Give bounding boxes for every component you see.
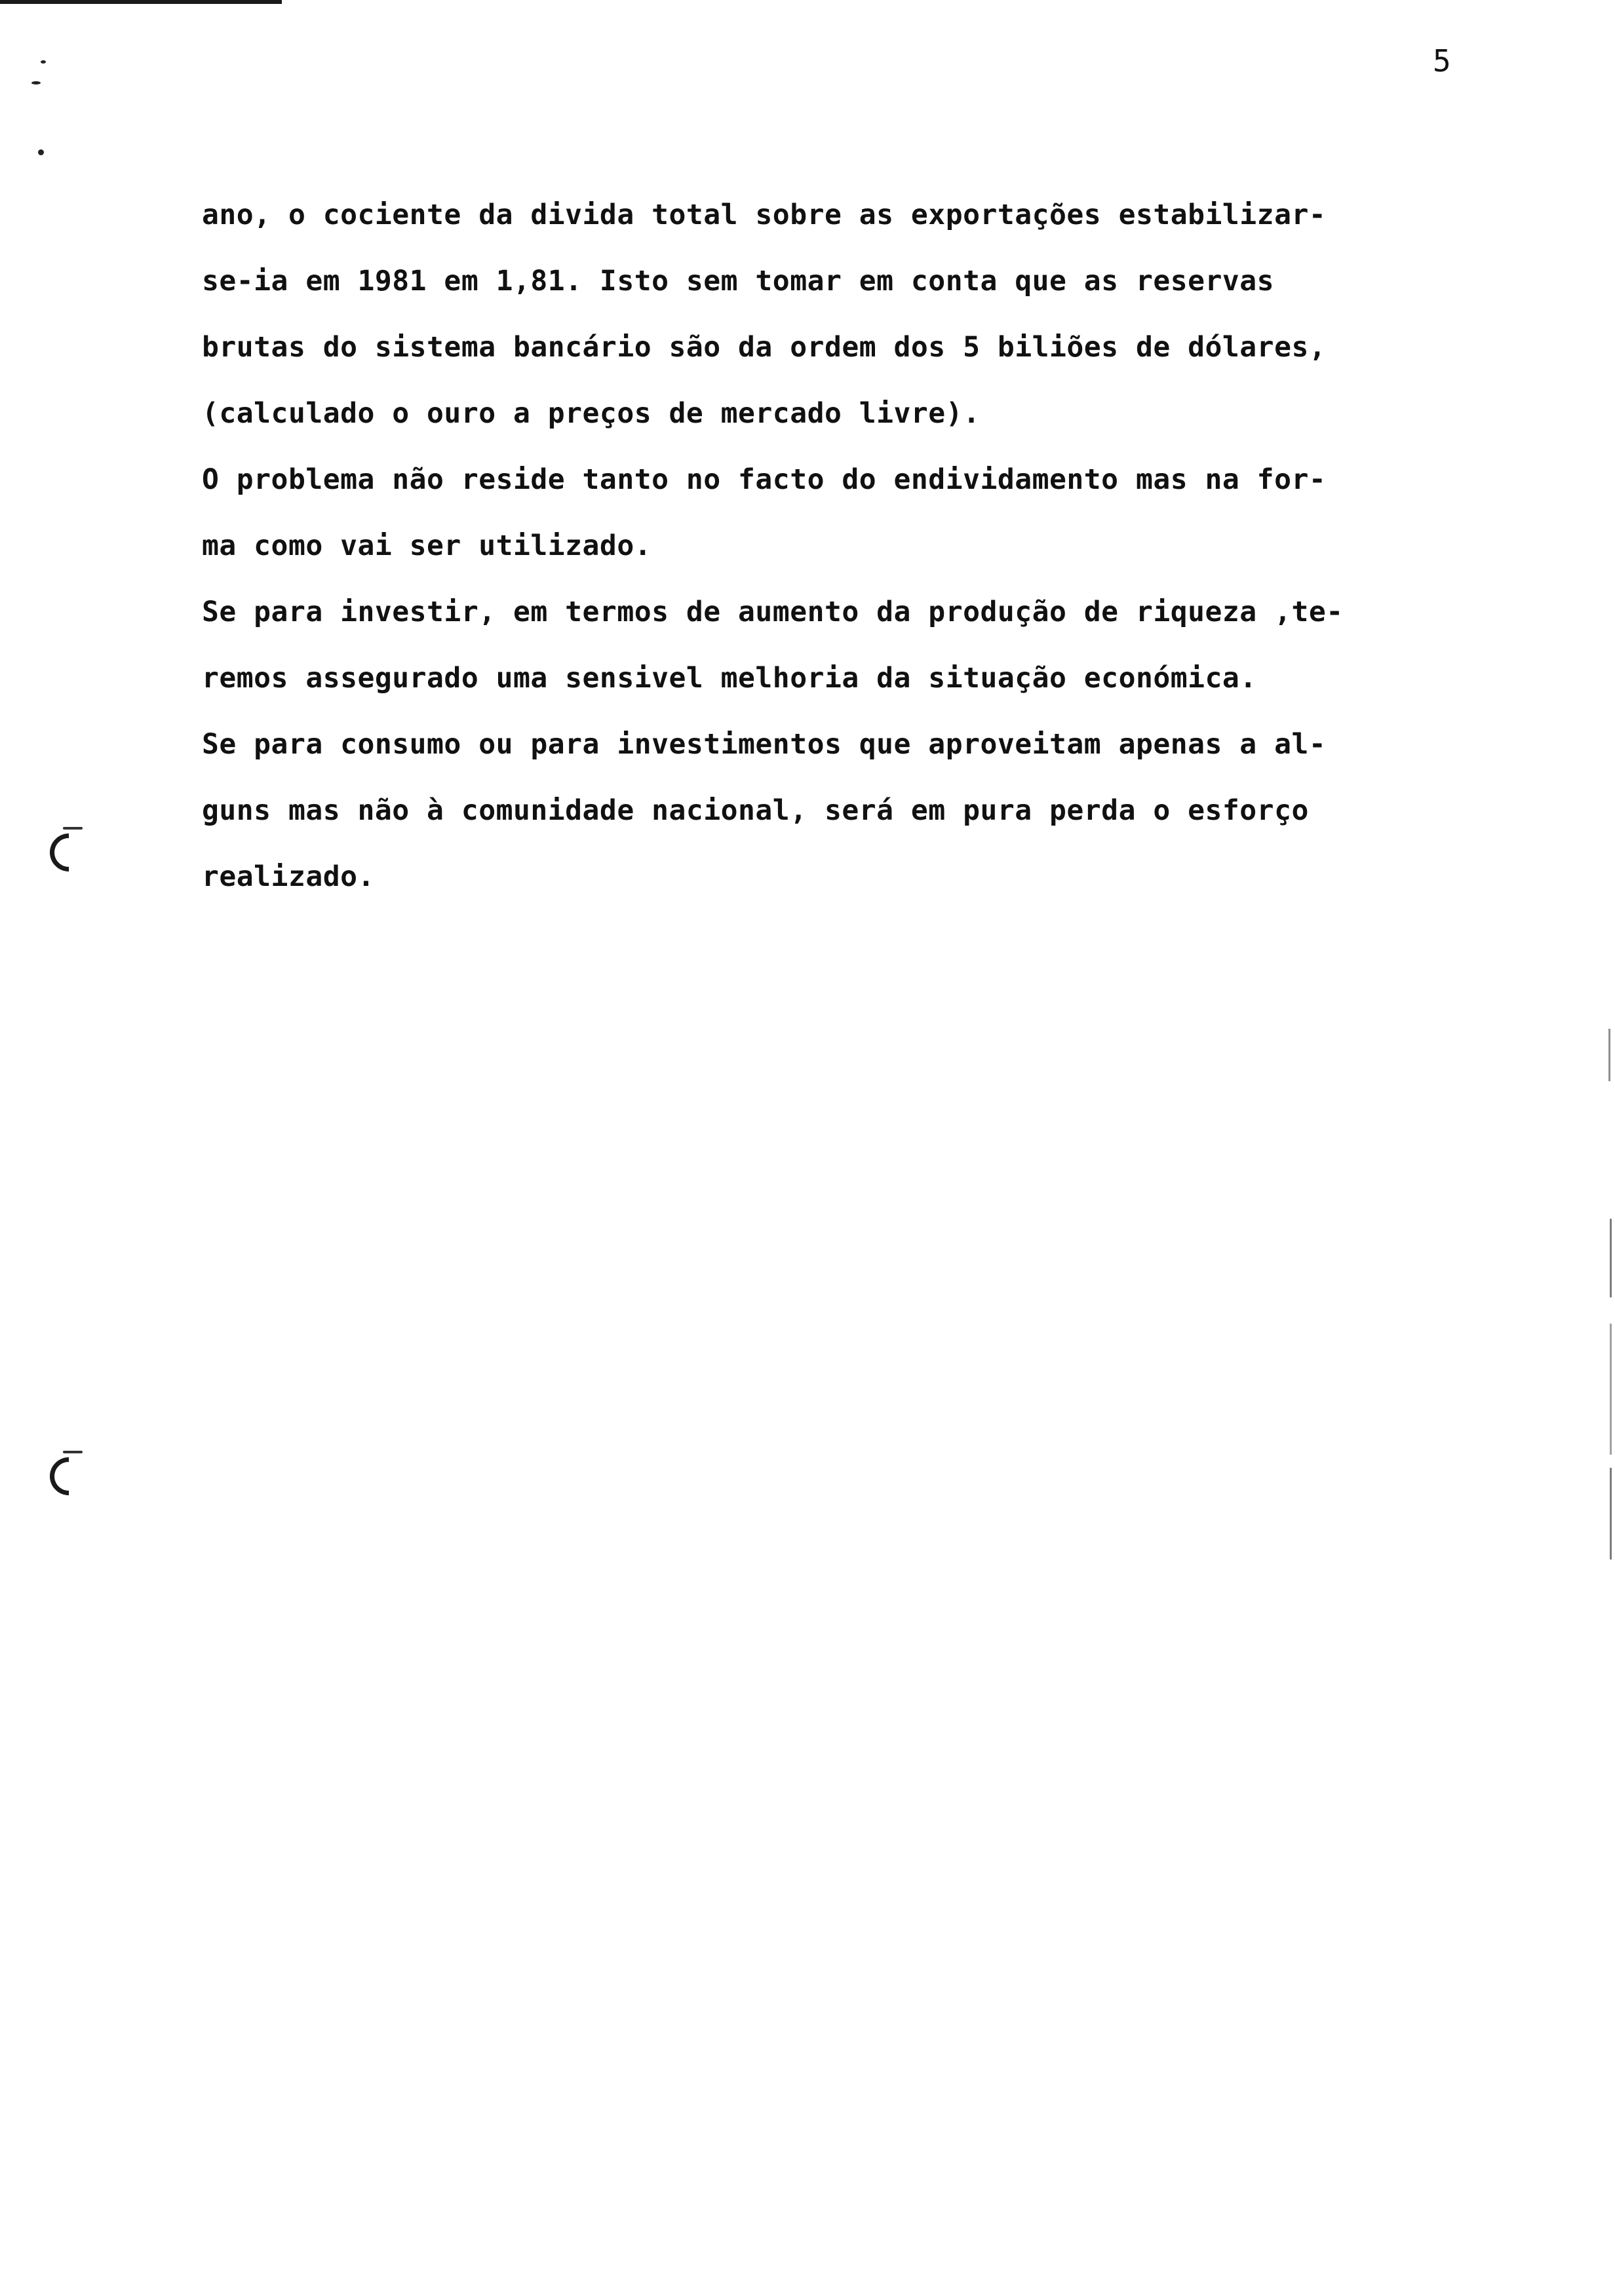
- document-body: [202, 182, 1487, 910]
- text-line: brutas do sistema bancário são da ordem dos 5 biliões de dólares,: [202, 331, 1327, 364]
- text-line: realizado.: [202, 860, 375, 893]
- scan-edge-line: [1608, 1029, 1610, 1081]
- punch-hole-mark: [42, 826, 96, 879]
- scan-speck: [41, 60, 46, 64]
- scan-edge-line: [1610, 1324, 1612, 1455]
- text-line: ano, o cociente da divida total sobre as exportações estabilizar-: [202, 199, 1327, 231]
- page-number: 5: [1433, 43, 1451, 79]
- text-line: se-ia em 1981 em 1,81. Isto sem tomar em conta que as reservas: [202, 265, 1275, 297]
- text-line: guns mas não à comunidade nacional, será em pura perda o esforço: [202, 794, 1309, 827]
- text-line: Se para investir, em termos de aumento da produção de riqueza ,te-: [202, 596, 1344, 628]
- scan-speck: [31, 81, 41, 85]
- punch-hole-mark: [42, 1449, 96, 1503]
- text-line: ma como vai ser utilizado.: [202, 529, 652, 562]
- text-line: O problema não reside tanto no facto do endividamento mas na for-: [202, 463, 1327, 496]
- punch-hole-mark: [63, 1451, 83, 1453]
- scan-edge-line: [1610, 1468, 1612, 1559]
- punch-hole-mark: [63, 827, 83, 830]
- text-line: remos assegurado uma sensivel melhoria da situação económica.: [202, 662, 1257, 695]
- scan-edge-rule: [0, 0, 282, 4]
- text-line: (calculado o ouro a preços de mercado livre).: [202, 397, 981, 430]
- scan-speck: [38, 149, 44, 155]
- scan-edge-line: [1610, 1219, 1612, 1297]
- text-line: Se para consumo ou para investimentos que aproveitam apenas a al-: [202, 728, 1327, 761]
